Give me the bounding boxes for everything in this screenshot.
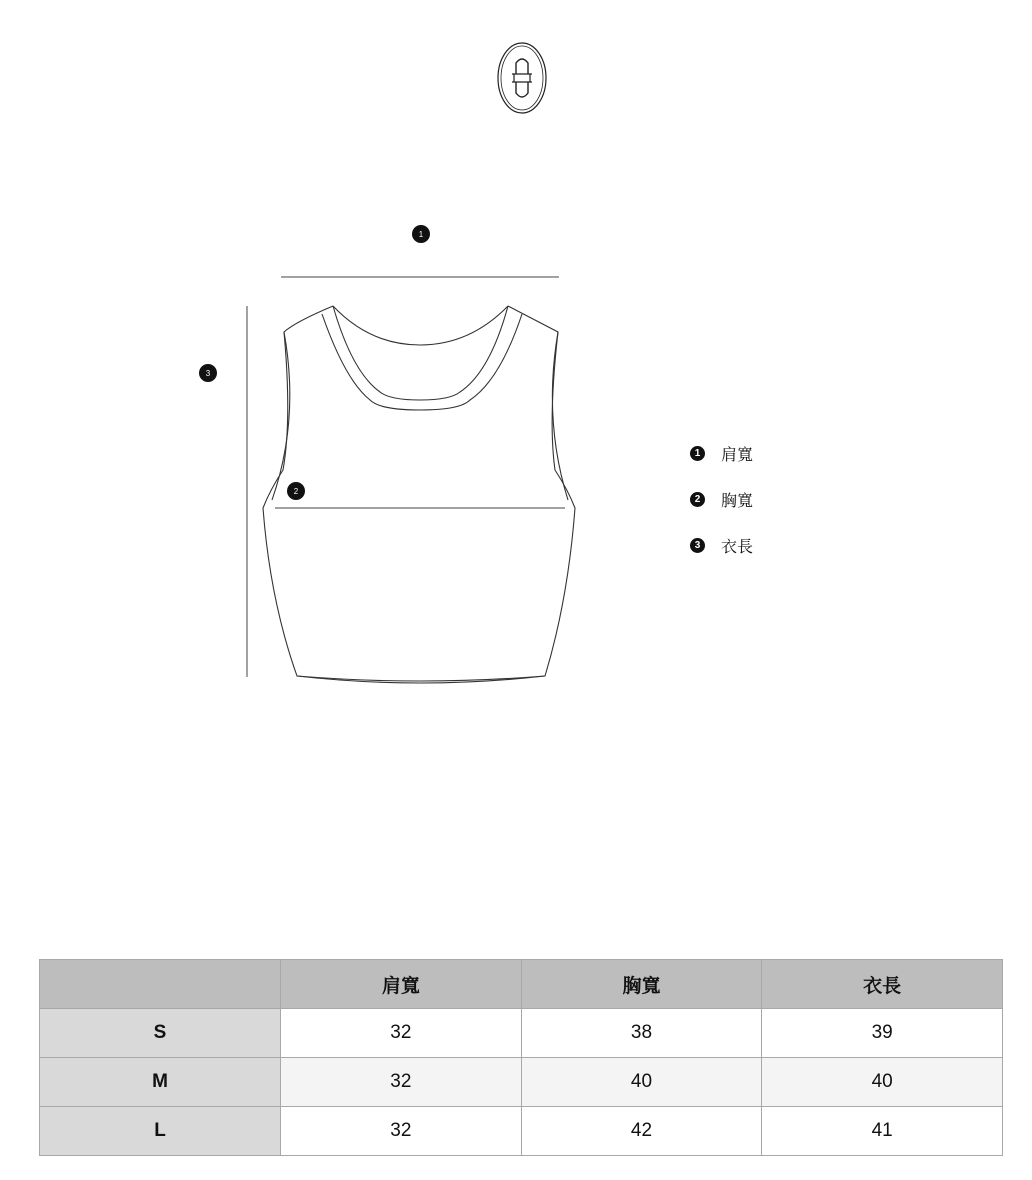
svg-text:3: 3 (205, 369, 211, 378)
header-cell-chest: 胸寬 (521, 960, 762, 1009)
svg-text:2: 2 (293, 487, 299, 496)
value-cell: 38 (521, 1009, 762, 1058)
legend-item-chest (690, 476, 753, 522)
legend-number: 2 (690, 492, 705, 507)
table-row (40, 1058, 1003, 1107)
table-row (40, 1107, 1003, 1156)
legend-number: 1 (690, 446, 705, 461)
header-cell-length: 衣長 (762, 960, 1003, 1009)
value-cell: 40 (762, 1058, 1003, 1107)
header-cell-empty (40, 960, 281, 1009)
legend-item-length (690, 522, 753, 568)
value-cell: 32 (281, 1058, 522, 1107)
marker-3 (199, 364, 217, 382)
svg-text:1: 1 (418, 230, 424, 239)
value-cell: 32 (281, 1107, 522, 1156)
header-cell-shoulder: 肩寬 (281, 960, 522, 1009)
marker-1 (412, 225, 430, 243)
measurement-legend (690, 430, 753, 568)
size-cell: M (40, 1058, 281, 1107)
size-cell: L (40, 1107, 281, 1156)
legend-number: 3 (690, 538, 705, 553)
size-chart-table (39, 959, 1003, 1156)
legend-item-shoulder (690, 430, 753, 476)
value-cell: 40 (521, 1058, 762, 1107)
value-cell: 32 (281, 1009, 522, 1058)
value-cell: 39 (762, 1009, 1003, 1058)
table-header-row (40, 960, 1003, 1009)
table-row (40, 1009, 1003, 1058)
legend-label: 胸寬 (721, 490, 754, 510)
value-cell: 42 (521, 1107, 762, 1156)
legend-label: 衣長 (721, 536, 754, 556)
value-cell: 41 (762, 1107, 1003, 1156)
size-cell: S (40, 1009, 281, 1058)
tank-top-outline (263, 306, 575, 683)
marker-2 (287, 482, 305, 500)
legend-label: 肩寬 (721, 444, 754, 464)
